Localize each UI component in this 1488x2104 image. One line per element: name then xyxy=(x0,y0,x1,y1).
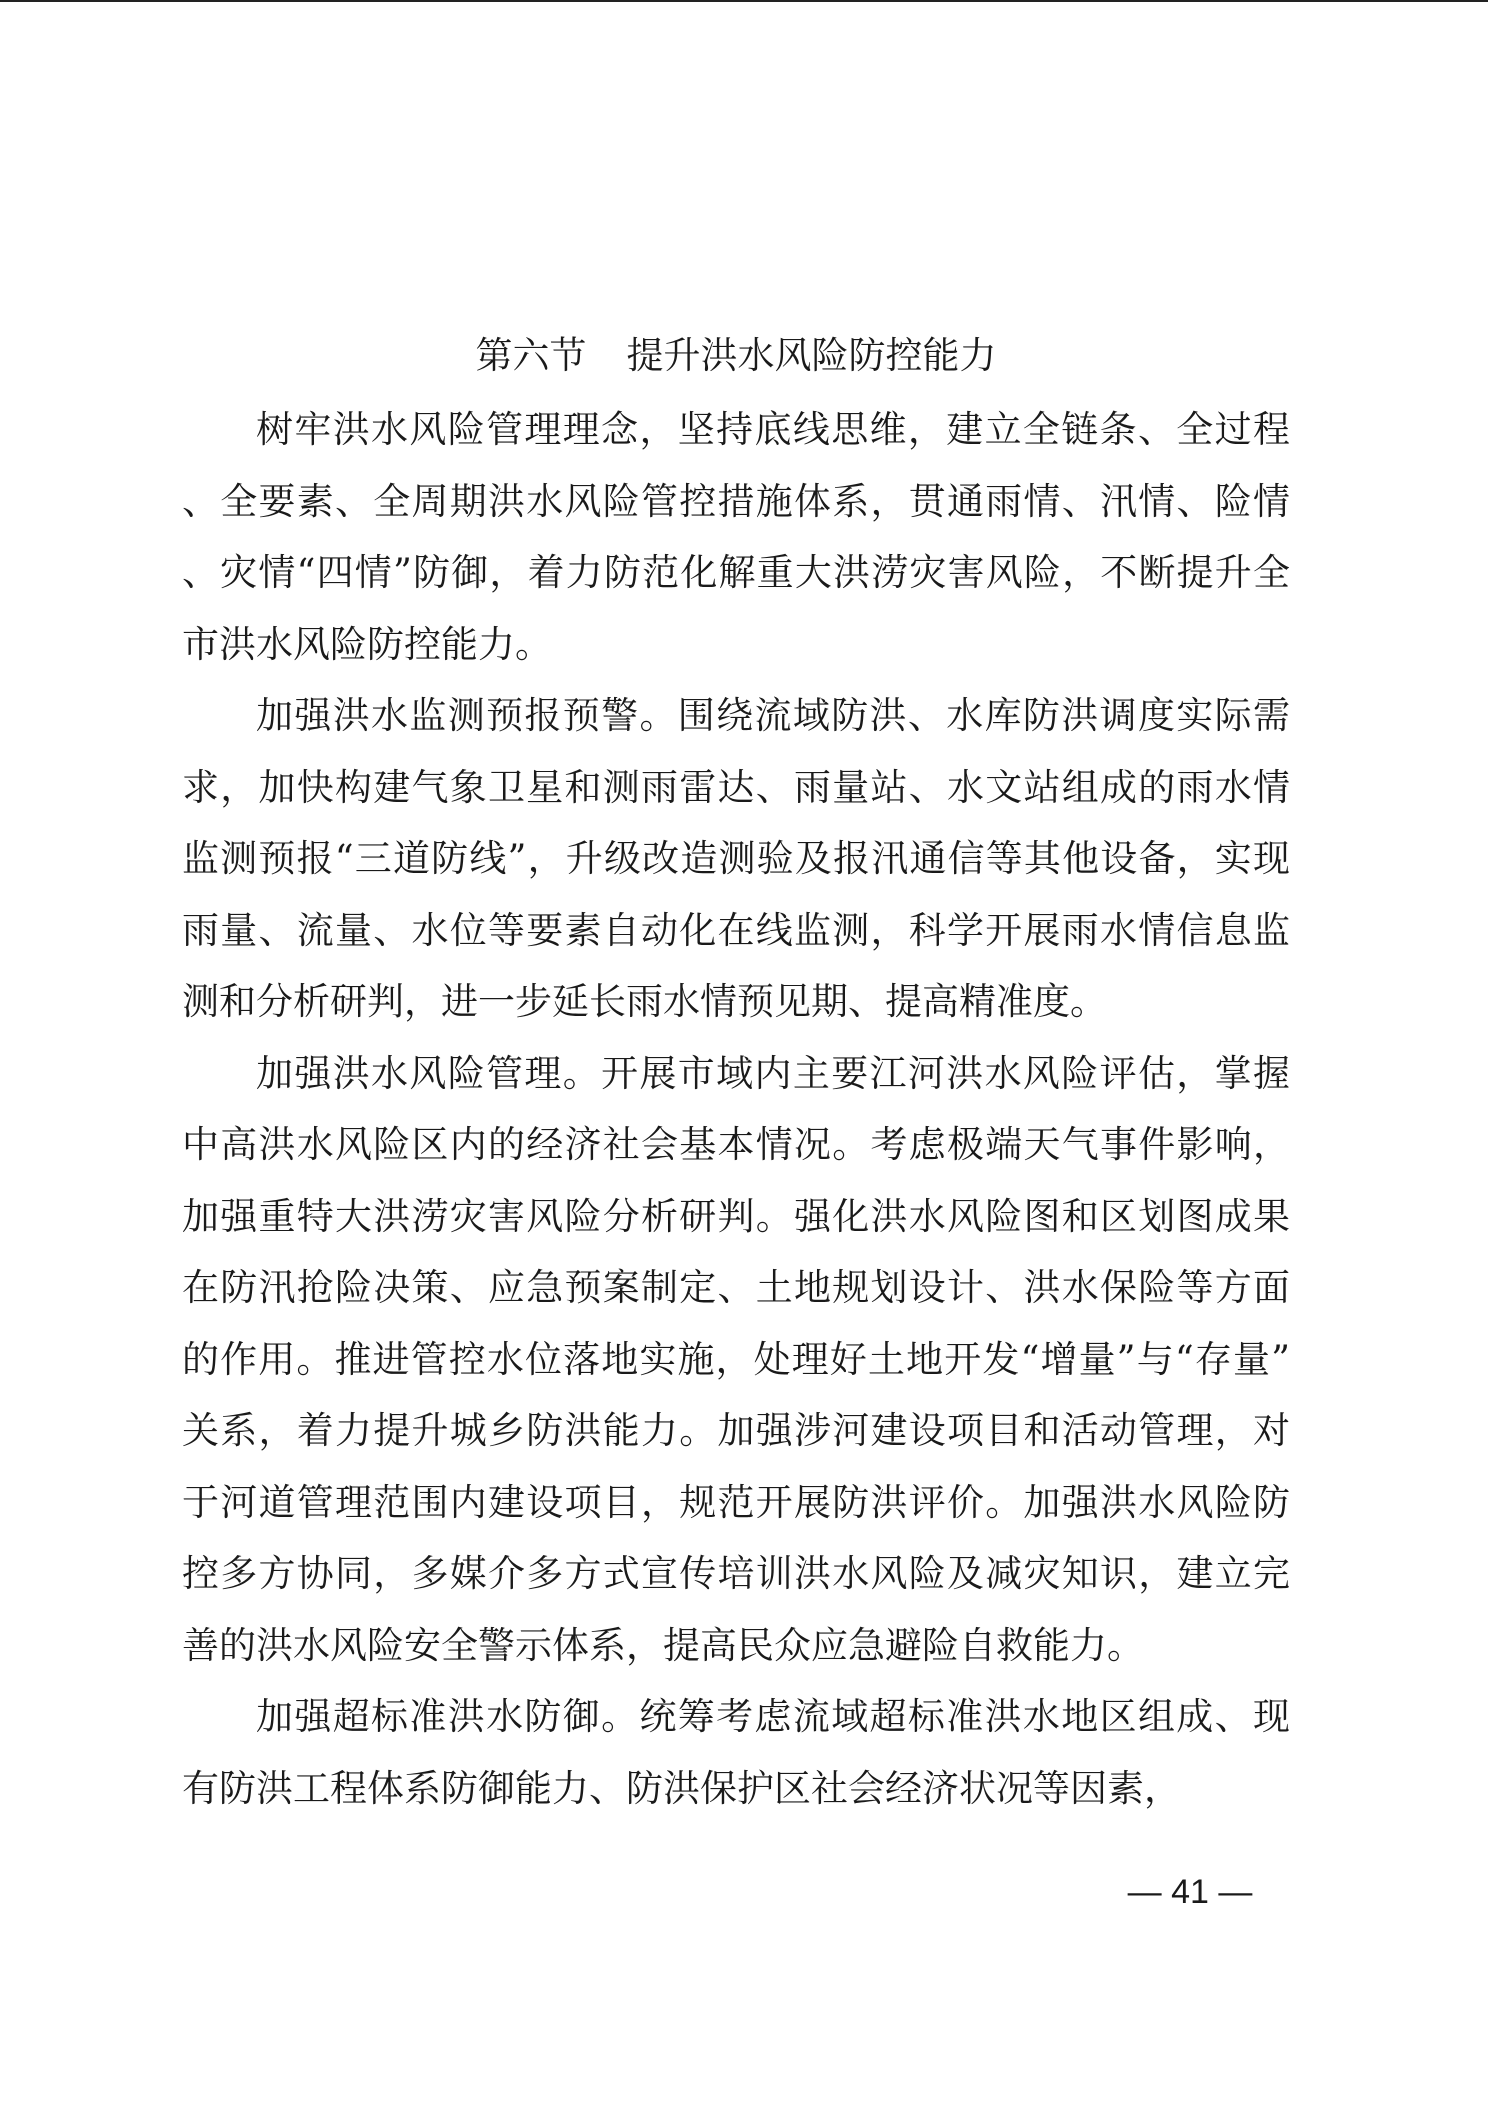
section-title-text: 提升洪水风险防控能力 xyxy=(626,334,997,377)
paragraph-extreme-flood: 加强超标准洪水防御。统筹考虑流域超标准洪水地区组成、现有防洪工程体系防御能力、防洪保护区社会经济状况等因素， xyxy=(182,1695,1290,1810)
page-number: — 41 — xyxy=(1127,1873,1253,1911)
body-text xyxy=(182,394,1290,1824)
paragraph-risk-management: 加强洪水风险管理。开展市域内主要江河洪水风险评估，掌握中高洪水风险区内的经济社会基本情况。考虑极端天气事件影响，加强重特大洪涝灾害风险分析研判。强化洪水风险图和区划图成果在防汛抢险决策、应急预案制定、土地规划设计、洪水保险等方面的作用。推进管控水位落地实施，处理好土地开发“增量”与“存量”关系，着力提升城乡防洪能力。加强涉河建设项目和活动管理，对于河道管理范围内建设项目，规范开展防洪评价。加强洪水风险防控多方协同，多媒介多方式宣传培训洪水风险及减灾知识，建立完善的洪水风险安全警示体系，提高民众应急避险自救能力。 xyxy=(182,1051,1290,1667)
section-number: 第六节 xyxy=(475,334,587,377)
paragraph-monitoring: 加强洪水监测预报预警。围绕流域防洪、水库防洪调度实际需求，加快构建气象卫星和测雨雷达、雨量站、水文站组成的雨水情监测预报“三道防线”，升级改造测验及报汛通信等其他设备，实现雨量、流量、水位等要素自动化在线监测，科学开展雨水情信息监测和分析研判，进一步延长雨水情预见期、提高精准度。 xyxy=(182,694,1290,1023)
top-border-line xyxy=(0,0,1488,2)
paragraph-intro: 树牢洪水风险管理理念，坚持底线思维，建立全链条、全过程、全要素、全周期洪水风险管控措施体系，贯通雨情、汛情、险情、灾情“四情”防御，着力防范化解重大洪涝灾害风险，不断提升全市洪水风险防控能力。 xyxy=(182,408,1290,666)
section-heading xyxy=(182,328,1290,384)
